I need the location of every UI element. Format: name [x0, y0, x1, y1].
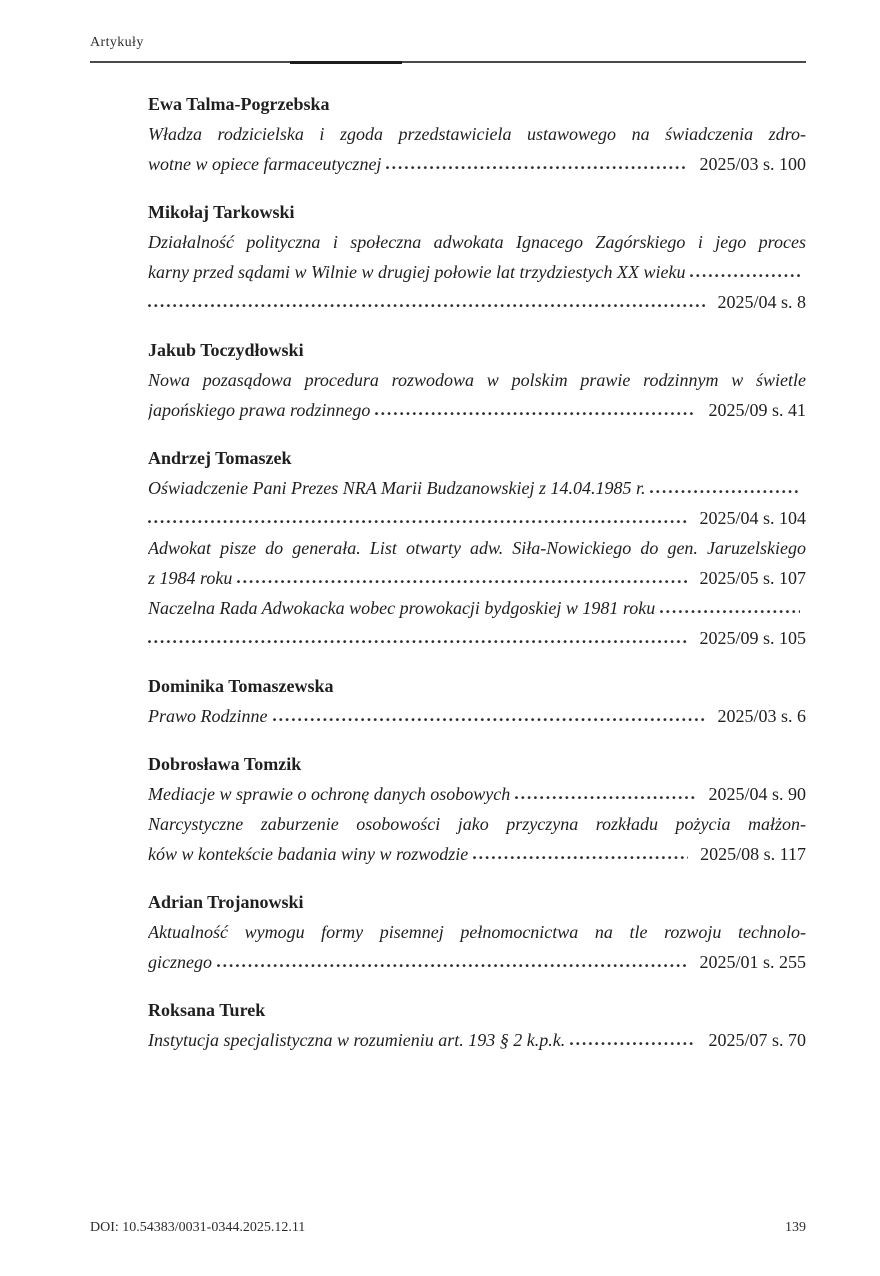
title-text: gicznego	[148, 952, 212, 972]
title-text: z 1984 roku	[148, 568, 233, 588]
author-name: Adrian Trojanowski	[148, 892, 304, 912]
title-line: Działalność polityczna i społeczna adwokata Ignacego Zagórskiego i jego proces	[148, 232, 806, 252]
index-entry	[148, 443, 806, 653]
index-entry	[148, 335, 806, 425]
issue-page-ref: 2025/01 s. 255	[699, 952, 806, 972]
header-rule	[90, 61, 806, 63]
title-text: Oświadczenie Pani Prezes NRA Marii Budzanowskiej z 14.04.1985 r.	[148, 478, 646, 498]
issue-page-ref: 2025/05 s. 107	[699, 568, 806, 588]
issue-page-ref: 2025/07 s. 70	[708, 1030, 806, 1050]
index-entry	[148, 887, 806, 977]
title-text: karny przed sądami w Wilnie w drugiej połowie lat trzydziestych XX wieku	[148, 262, 686, 282]
author-name: Jakub Toczydłowski	[148, 340, 304, 360]
title-line: Narcystyczne zaburzenie osobowości jako przyczyna rozkładu pożycia małżon-	[148, 814, 806, 834]
index-entry	[148, 671, 806, 731]
dot-leader	[386, 166, 687, 170]
title-line	[148, 701, 806, 731]
dot-leader	[148, 520, 687, 524]
dot-leader	[570, 1042, 696, 1046]
dot-leader	[148, 640, 687, 644]
article-index-list	[90, 89, 806, 1055]
title-text: ków w kontekście badania winy w rozwodzie	[148, 844, 469, 864]
title-line	[148, 593, 806, 623]
issue-page-ref: 2025/08 s. 117	[700, 844, 806, 864]
page-number: 139	[785, 1220, 806, 1235]
section-label: Artykuły	[90, 35, 144, 50]
title-line	[148, 287, 806, 317]
author-name: Roksana Turek	[148, 1000, 266, 1020]
dot-leader	[148, 304, 705, 308]
title-line	[148, 149, 806, 179]
title-line	[148, 1025, 806, 1055]
dot-leader	[660, 610, 800, 614]
title-line	[148, 473, 806, 503]
doi-text: DOI: 10.54383/0031-0344.2025.12.11	[90, 1220, 306, 1235]
title-line: Władza rodzicielska i zgoda przedstawiciela ustawowego na świadczenia zdro-	[148, 124, 806, 144]
dot-leader	[375, 412, 696, 416]
title-line	[148, 623, 806, 653]
index-entry	[148, 995, 806, 1055]
page-footer	[90, 1220, 806, 1236]
author-name: Ewa Talma-Pogrzebska	[148, 94, 330, 114]
title-text: Prawo Rodzinne	[148, 706, 268, 726]
title-line	[148, 503, 806, 533]
author-name: Dobrosława Tomzik	[148, 754, 302, 774]
dot-leader	[650, 490, 800, 494]
issue-page-ref: 2025/04 s. 104	[699, 508, 806, 528]
dot-leader	[217, 964, 688, 968]
title-text: Instytucja specjalistyczna w rozumieniu art. 193 § 2 k.p.k.	[148, 1030, 566, 1050]
title-text: Mediacje w sprawie o ochronę danych osobowych	[148, 784, 511, 804]
index-entry	[148, 89, 806, 179]
issue-page-ref: 2025/04 s. 90	[708, 784, 806, 804]
title-line: Adwokat pisze do generała. List otwarty adw. Siła-Nowickiego do gen. Jaruzelskiego	[148, 538, 806, 558]
title-line: Nowa pozasądowa procedura rozwodowa w polskim prawie rodzinnym w świetle	[148, 370, 806, 390]
dot-leader	[273, 718, 706, 722]
title-line	[148, 395, 806, 425]
author-name: Dominika Tomaszewska	[148, 676, 334, 696]
author-name: Mikołaj Tarkowski	[148, 202, 295, 222]
title-text: japońskiego prawa rodzinnego	[148, 400, 371, 420]
issue-page-ref: 2025/09 s. 41	[708, 400, 806, 420]
dot-leader	[473, 856, 688, 860]
author-name: Andrzej Tomaszek	[148, 448, 292, 468]
title-line	[148, 257, 806, 287]
index-entry	[148, 749, 806, 869]
title-line	[148, 839, 806, 869]
header-rule-dark-segment	[290, 61, 402, 64]
title-line	[148, 563, 806, 593]
issue-page-ref: 2025/03 s. 6	[717, 706, 806, 726]
issue-page-ref: 2025/04 s. 8	[717, 292, 806, 312]
title-line	[148, 779, 806, 809]
title-text: Naczelna Rada Adwokacka wobec prowokacji bydgoskiej w 1981 roku	[148, 598, 656, 618]
index-entry	[148, 197, 806, 317]
dot-leader	[237, 580, 687, 584]
dot-leader	[515, 796, 696, 800]
title-line	[148, 947, 806, 977]
dot-leader	[690, 274, 800, 278]
issue-page-ref: 2025/03 s. 100	[699, 154, 806, 174]
issue-page-ref: 2025/09 s. 105	[699, 628, 806, 648]
title-text: wotne w opiece farmaceutycznej	[148, 154, 382, 174]
title-line: Aktualność wymogu formy pisemnej pełnomocnictwa na tle rozwoju technolo-	[148, 922, 806, 942]
